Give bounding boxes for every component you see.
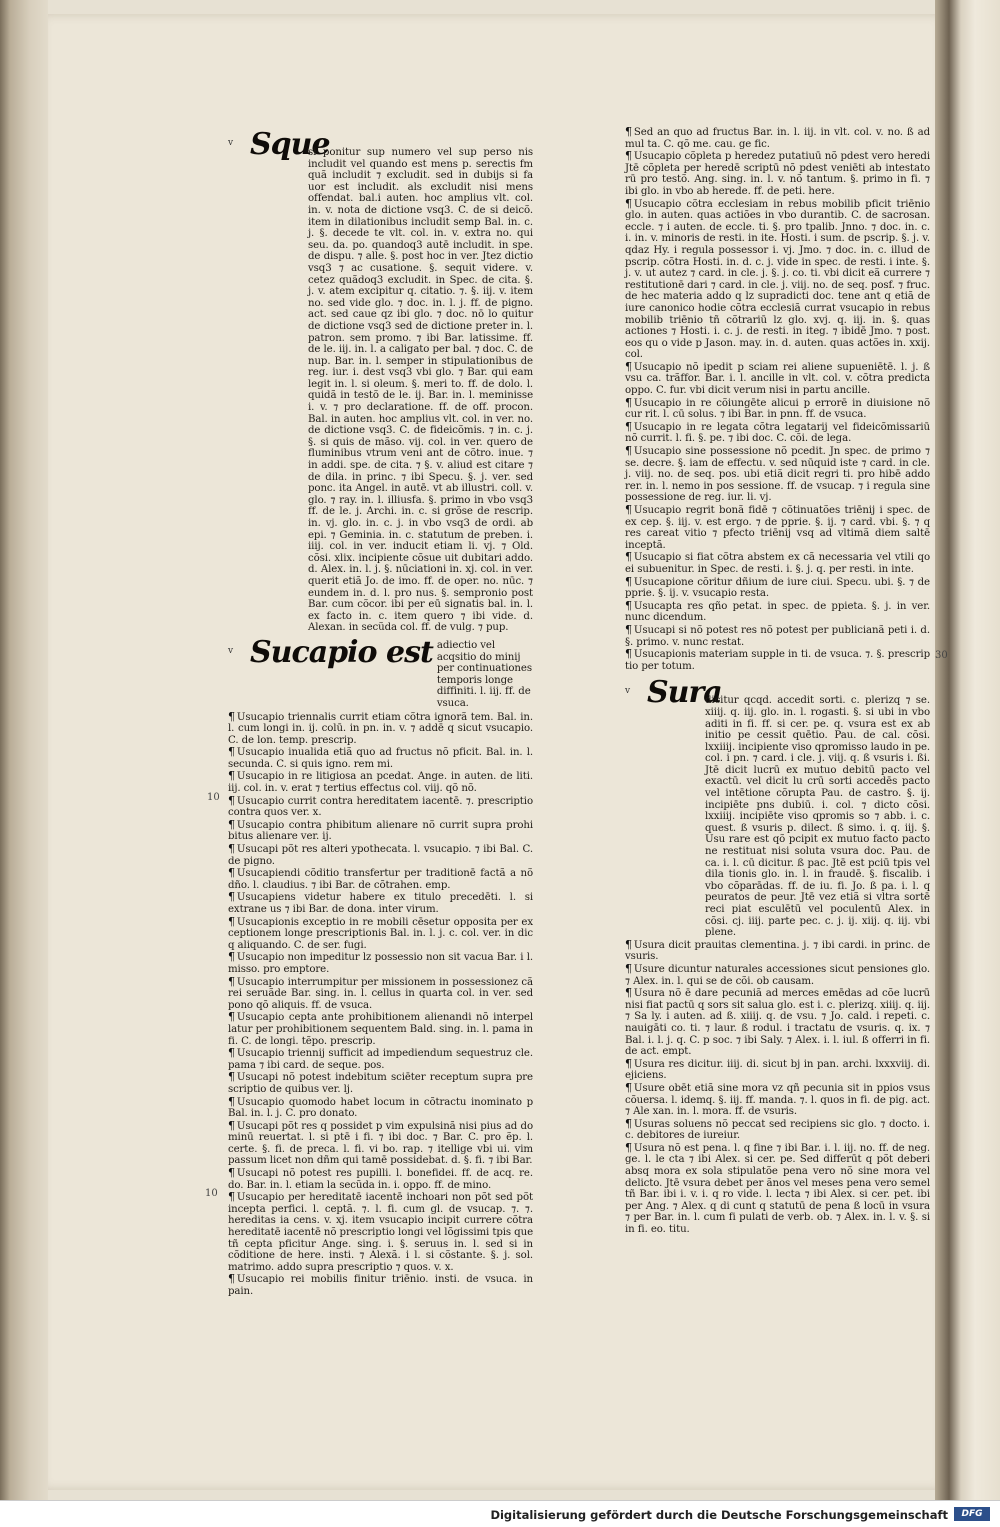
- pilcrow-icon: ¶: [625, 503, 632, 516]
- list-item: [228, 1011, 533, 1047]
- list-item: [625, 648, 930, 672]
- pilcrow-icon: ¶: [625, 444, 632, 458]
- list-item: [625, 150, 930, 197]
- pilcrow-icon: ¶: [228, 1094, 235, 1108]
- pilcrow-icon: ¶: [228, 950, 235, 964]
- entry-text: Usucapionis materiam supple in ti. de vsuca. ⁊. §. prescrip tio per totum.: [625, 649, 930, 672]
- heading-mark: v: [625, 686, 630, 697]
- list-item: [228, 746, 533, 770]
- entry-text: Usuras soluens nõ peccat sed recipiens sic glo. ⁊ docto. i. c. debitores de iureiur.: [625, 1118, 930, 1142]
- entry-text: Usucapio in re litigiosa an pcedat. Ange. in auten. de liti. iij. col. in. v. erat ⁊ tertius effectus col. viij. qõ nõ.: [228, 771, 533, 795]
- pilcrow-icon: ¶: [625, 986, 632, 1000]
- heading-word: Sucapio est: [250, 634, 433, 670]
- pilcrow-icon: ¶: [228, 974, 235, 988]
- pilcrow-icon: ¶: [228, 914, 235, 928]
- heading-word: Sque: [250, 127, 330, 162]
- pilcrow-icon: ¶: [228, 1010, 235, 1024]
- list-item: [228, 1120, 533, 1167]
- entry-text: Usucapio in re legata cõtra legatarij vel fideicõmissariū nõ currit. l. fi. §. pe. ⁊ ibi doc. C. cõi. de lega.: [625, 421, 930, 445]
- pilcrow-icon: ¶: [228, 1070, 235, 1084]
- pilcrow-icon: ¶: [625, 125, 632, 138]
- book-gutter-right: [935, 0, 1000, 1500]
- pilcrow-icon: ¶: [625, 647, 632, 661]
- pilcrow-icon: ¶: [228, 1272, 235, 1286]
- list-item: [228, 1273, 533, 1297]
- entry-text: Usucapio cõpleta p heredez putatiuū nõ pdest vero heredi Jtē cõpleta per heredē scriptū nõ pdest veniēti ab intestato rū pro testõ. Ang. sing. in. l. v. nõ tantum. §. primo in fi. ⁊ ibi glo. in vbo ab herede. ff. de peti. here.: [625, 151, 930, 197]
- pilcrow-icon: ¶: [228, 1166, 235, 1180]
- list-item: [625, 1058, 930, 1082]
- pilcrow-icon: ¶: [228, 890, 235, 904]
- list-item: [625, 600, 930, 624]
- list-item: [625, 1118, 930, 1142]
- entry-text: Usucapione cõritur dñium de iure ciui. Specu. ubi. §. ⁊ de pprie. §. ij. v. vsucapio resta.: [625, 576, 930, 600]
- pilcrow-icon: ¶: [228, 709, 235, 723]
- list-item: [228, 867, 533, 891]
- entry-text: Usucapi nõ potest res pupilli. l. bonefidei. ff. de acq. re. do. Bar. in. l. etiam la secũda in. i. oppo. ff. de mino.: [228, 1168, 533, 1191]
- list-item: [625, 551, 930, 575]
- entry-text: Usucapi si nõ potest res nõ potest per publicianã peti i. d. §. primo. v. nunc restat.: [625, 624, 930, 648]
- entry-text: Usucapio contra phibitum alienare nõ currit supra prohi bitus alienare ver. ij.: [228, 819, 533, 843]
- entry-text: Usucapionis exceptio in re mobili cēsetur opposita per ex ceptionem longe prescriptionis Bal. in. l. j. c. col. ver. in dic q aliquando. C. de ser. fugi.: [228, 916, 533, 951]
- heading-text: dicitur qcqd. accedit sorti. c. plerizq ⁊ se. xiiij. q. iij. glo. in. l. rogasti. §. si ubi in vbo aditi in fi. ff. si cer. pe. q. vsura est ex ab initio pe cessit quētio. Pau. de cal. cõsi. lxxiiij. incipiente viso qpromisso laudo in pe. col. i pn. ⁊ card. i cle. j. viij. q. ß vsuris i. ßi. Jtē dicit lucrū ex mutuo debitū pacto vel exactū. vel dicit lu crū sorti accedēs pacto vel intētione cõrupta Pau. de castro. §. ij. incipiēte pns dubiū. i. col. ⁊ dicto cõsi. lxxiiij. incipiēte viso qpromis so ⁊ abb. i. c. quest. ß vsuris p. dilect. ß simo. i. q. iij. §. Usu rare est qõ pcipit ex mutuo facto pacto ne restituat nisi soluta vsura doc. Pau. de ca. i. l. cū dicitur. ß pac. Jtē est pciū tpis vel dila tionis glo. in. l. in fraudē. §. fiscalib. i vbo cõparādas. ff. de iu. fi. Jo. ß pa. i. l. q peuratos de peur. Jtē vez etiã si vltra sortē reci piat esculētū vel poculentū Alex. in cõsi. cj. iiij. parte pec. c. j. ij. xiij. q. iij. vbi plene.: [705, 695, 931, 939]
- list-item: [625, 504, 930, 551]
- list-item: [625, 963, 930, 987]
- entry-text: Usucapio sine possessione nõ pcedit. Jn spec. de primo ⁊ se. decre. §. iam de effectu. v. sed nūquid iste ⁊ card. in cle. j. viij. no. de seq. pos. ubi etiã dicit regri ti. pro hibē addo rer. in. l. nemo in pos sessione. ff. de vsucap. ⁊ i regula sine possessione de reg. iur. li. vj.: [625, 446, 930, 504]
- heading-text: si ponitur sup numero vel sup perso nis includit vel quando est mens p. serectis fm quã includit ⁊ excludit. sed in dubijs si fa uor est includit. als excludit nisi mens offendat. bal.i auten. hoc amplius vlt. col. in. v. nota de dictione vsq3. C. de si deicõ. item in dilationibus includit semp Bal. in. c. j. §. decede te vlt. col. in. v. extra no. qui seu. da. po. quandoq3 autē includit. in spe. de dispu. ⁊ alle. §. post hoc in ver. Jtez dictio vsq3 ⁊ ac cusatione. §. sequit videre. v. cetez quãdoq3 excludit. in Spec. de cita. §. j. v. atem excipitur q. citatio. ⁊. §. iij. v. item no. sed vide glo. ⁊ doc. in. l. j. ff. de pigno. act. sed caue qz ibi glo. ⁊ doc. nō lo quitur de dictione vsq3 sed de dictione preter in. l. patron. sem promo. ⁊ ibi Bar. latissime. ff. de le. iij. in. l. a caligato per bal. ⁊ doc. C. de nup. Bar. in. l. semper in stipulationibus de reg. iur. i. dest vsq3 vbi glo. ⁊ Bar. qui eam legit in. l. si oleum. §. meri to. ff. de dolo. l. quidã in testõ de le. ij. Bar. in. l. meminisse i. v. ⁊ pro declaratione. ff. de off. procon. Bal. in auten. hoc amplius vlt. col. in ver. no. de dictione vsq3. C. de fideicõmis. ⁊ in. c. j. §. si quis de mãso. vij. col. in ver. quero de fluminibus vtrum veni ant de cõtro. inue. ⁊ in addi. spe. de cita. ⁊ §. v. aliud est citare ⁊ de dila. in princ. ⁊ ibi Specu. §. j. ver. sed ponc. ita Angel. in autē. vt ab illustri. coll. v. glo. ⁊ ray. in. l. illiusfa. §. primo in vbo vsq3 ff. de le. j. Archi. in. c. si grõse de rescrip. in. vj. glo. in. c. j. in vbo vsq3 de ordi. ab epi. ⁊ Geminia. in. c. statutum de preben. i. iiij. col. in ver. inducit etiam li. vj. ⁊ Old. cõsi. xlix. incipiente cõsue uit dubitari addo. d. Alex. in. l. j. §. nūciationi in. xj. col. in ver. querit etiã Jo. de imo. ff. de oper. no. nūc. ⁊ eundem in. d. l. pro nus. §. sempronio post Bar. cum cõcor. ibi per eū signatis bal. in. l. ex facto in. c. item quero ⁊ ibi vide. d. Alexan. in secũda col. ff. de vulg. ⁊ pup.: [308, 147, 533, 634]
- heading-mark: v: [228, 645, 233, 656]
- list-item: [228, 1071, 533, 1095]
- pilcrow-icon: ¶: [228, 817, 235, 831]
- margin-number-right: 30: [935, 650, 948, 661]
- list-item: [228, 819, 533, 843]
- pilcrow-icon: ¶: [228, 769, 235, 783]
- entry-text: Usucapio rei mobilis finitur triēnio. insti. de vsuca. in pain.: [228, 1274, 533, 1297]
- entry-text: Usucapiens videtur habere ex titulo precedēti. l. si extrane us ⁊ ibi Bar. de dona. inter virum.: [228, 892, 533, 915]
- pilcrow-icon: ¶: [228, 793, 235, 807]
- list-item: [625, 939, 930, 963]
- pilcrow-icon: ¶: [228, 1190, 235, 1204]
- list-item: [625, 361, 930, 397]
- entry-text: Usucapio cepta ante prohibitionem alienandi nõ interpel latur per prohibitionem sequentem Bald. sing. in. l. pama in fi. C. de longi. tẽpo. prescrip.: [228, 1012, 533, 1047]
- entry-text: Sed an quo ad fructus Bar. in. l. iij. in vlt. col. v. no. ß ad mul ta. C. qõ me. cau. ge fic.: [625, 127, 930, 150]
- list-item: [625, 445, 930, 504]
- list-item: [228, 1047, 533, 1071]
- heading-text: adiectio vel acqsitio do minij per continuationes temporis longe diffiniti. l. iij. ff. de vsuca.: [436, 639, 532, 709]
- pilcrow-icon: ¶: [625, 1056, 632, 1070]
- list-item: [228, 976, 533, 1012]
- margin-number-left-bottom: 10: [205, 1188, 218, 1199]
- list-item: [228, 1167, 533, 1191]
- list-item: [228, 711, 533, 747]
- pilcrow-icon: ¶: [625, 622, 632, 636]
- heading-word: Sura: [647, 675, 722, 711]
- list-item: [625, 421, 930, 445]
- pilcrow-icon: ¶: [625, 395, 632, 409]
- list-item: [228, 770, 533, 794]
- list-item: [625, 1082, 930, 1118]
- entry-text: Usucapi nõ potest indebitum sciēter receptum supra pre scriptio de quibus ver. lj.: [228, 1072, 533, 1095]
- pilcrow-icon: ¶: [625, 1140, 632, 1154]
- entry-text: Usucapio quomodo habet locum in cõtractu inominato p Bal. in. l. j. C. pro donato.: [228, 1096, 533, 1120]
- entry-text: Usucapio cõtra ecclesiam in rebus mobilib pficit triēnio glo. in auten. quas actiões in vbo durantib. C. de sacrosan. eccle. ⁊ i auten. de eccle. ti. §. pro tpalib. Jnno. ⁊ doc. in. c. i. in. v. minoris de resti. in ite. Hosti. i sum. de pscrip. §. j. v. qdaz Hy. i regula possessor i. vj. Jmo. ⁊ doc. in. c. illud de pscrip. cõtra Hosti. in. d. c. j. vide in spec. de resti. i inte. §. j. v. ut autez ⁊ card. in cle. j. §. j. co. ti. vbi dicit eã currere ⁊ restitutionē dari ⁊ card. in cle. j. viij. no. de seq. posf. ⁊ fruc. de hec materia addo q lz supradicti doc. tene ant q etiã de iure canonico hodie cõtra ecclesiã currat vsucapio in rebus mobilib triēnio tñ cõtrariū lz glo. xvj. q. iij. in. §. quas actiones ⁊ Hosti. i. c. j. de resti. in iteg. ⁊ ibidē Jmo. ⁊ post. eos qu o vide p Jason. may. in. d. auten. quas actões in. xxij. col.: [625, 198, 930, 361]
- pilcrow-icon: ¶: [625, 149, 632, 163]
- footer-funding-text: Digitalisierung gefördert durch die Deutsche Forschungsgemeinschaft: [490, 1508, 948, 1522]
- pilcrow-icon: ¶: [228, 842, 235, 856]
- pilcrow-icon: ¶: [625, 1116, 632, 1130]
- pilcrow-icon: ¶: [625, 574, 632, 588]
- entry-text: Usure obēt etiã sine mora vz qñ pecunia sit in ppios vsus cõuersa. l. idemq. §. iij. ff. manda. ⁊. l. quos in fi. de pig. act. ⁊ Ale xan. in. l. mora. ff. de vsuris.: [625, 1082, 930, 1118]
- pilcrow-icon: ¶: [625, 961, 632, 975]
- left-entry-list: [228, 711, 533, 1298]
- entry-text: Usura nõ est pena. l. q fine ⁊ ibi Bar. i. l. iij. no. ff. de neg. ge. l. le cta ⁊ ibi Alex. si cer. pe. Sed differūt q põt deberi absq mora ex sola stipulatõe pena vero nõ sine mora vel delicto. Jtē vsura debet per ãnos vel meses pena vero semel tñ Bar. ibi i. v. i. q ro vide. l. lecta ⁊ ibi Alex. si cer. pet. ibi per Ang. ⁊ Alex. q di cunt q statutū de pena ß locū in vsura ⁊ per Bar. in. l. cum fi pulati de verb. ob. ⁊ Alex. in. l. v. §. si in fi. eo. titu.: [625, 1142, 930, 1236]
- list-item: [228, 1191, 533, 1273]
- entry-text: Usucapio currit contra hereditatem iacentē. ⁊. prescriptio contra quos ver. x.: [228, 795, 533, 819]
- entry-text: Usucapio interrumpitur per missionem in possessionez cã rei seruãde Bar. sing. in. l. cellus in quarta col. in ver. sed pono qõ aliquis. ff. de vsuca.: [228, 976, 533, 1011]
- entry-text: Usucapio triennij sufficit ad impediendum sequestruz cle. pama ⁊ ibi card. de seque. pos.: [228, 1048, 533, 1071]
- entry-text: Usucapio triennalis currit etiam cõtra ignorã tem. Bal. in. l. cum longi in. ij. colū. in pn. in. v. ⁊ addē q sicut vsucapio. C. de lon. temp. prescrip.: [228, 711, 533, 746]
- list-item: [228, 1096, 533, 1120]
- pilcrow-icon: ¶: [625, 196, 632, 210]
- list-item: [625, 624, 930, 648]
- list-item: [228, 795, 533, 819]
- pilcrow-icon: ¶: [625, 419, 632, 433]
- list-item: [625, 987, 930, 1058]
- pilcrow-icon: ¶: [228, 1046, 235, 1060]
- entry-heading-usucapio: [228, 634, 533, 710]
- book-edge-left: [0, 0, 48, 1500]
- list-item: [228, 916, 533, 952]
- entry-text: Usure dicuntur naturales accessiones sicut pensiones glo. ⁊ Alex. in. l. qui se de cõi. ob causam.: [625, 963, 930, 987]
- list-item: [625, 576, 930, 600]
- entry-text: Usucapio nõ ipedit p sciam rei aliene supueniētē. l. j. ß vsu ca. trãffor. Bar. i. l. ancille in vlt. col. v. cõtra predicta oppo. C. fur. vbi dicit verum nisi in partu ancille.: [625, 361, 930, 397]
- pilcrow-icon: ¶: [625, 598, 632, 612]
- entry-text: Usucapta res qño petat. in spec. de ppieta. §. j. in ver. nunc dicendum.: [625, 600, 930, 624]
- right-entry-list-bottom: [625, 939, 930, 1236]
- list-item: [625, 198, 930, 361]
- entry-text: Usucapi põt res q possidet p vim expulsinã nisi pius ad do minū reuertat. l. si ptē i fi. ⁊ ibi doc. ⁊ Bar. C. pro ẽp. l. certe. §. fi. de preca. l. fi. vi bo. rap. ⁊ itellige vbi ui. vim passum licet non dñm qui tamē possidebat. d. §. fi. ⁊ ibi Bar.: [228, 1120, 533, 1167]
- margin-number-left-mid: 10: [207, 792, 220, 803]
- entry-text: Usura dicit prauitas clementina. j. ⁊ ibi cardi. in princ. de vsuris.: [625, 939, 930, 963]
- entry-text: Usucapiendi cõditio transfertur per traditionē factã a nõ dño. l. claudius. ⁊ ibi Bar. de cõtrahen. emp.: [228, 868, 533, 891]
- entry-text: Usucapio per hereditatē iacentē inchoari non põt sed põt incepta perfici. l. ceptã. ⁊. l. fi. cum gl. de vsucap. ⁊. ⁊. hereditas ia cens. v. xj. item vsucapio incipit currere cõtra hereditatē iacentē nõ prescriptio longi vel lõgissimi tpis que tñ cepta pficitur Ange. sing. i. §. seruus in. l. sed si in cõditione de here. insti. ⁊ Alexã. i l. si cõstante. §. j. sol. matrimo. addo supra prescriptio ⁊ quos. v. x.: [228, 1192, 533, 1273]
- pilcrow-icon: ¶: [625, 1080, 632, 1094]
- pilcrow-icon: ¶: [625, 937, 632, 951]
- list-item: [228, 891, 533, 915]
- pilcrow-icon: ¶: [228, 1118, 235, 1132]
- footer-bar: [0, 1500, 1000, 1527]
- dfg-logo: DFG: [954, 1507, 990, 1521]
- list-item: [625, 397, 930, 421]
- entry-text: Usura res dicitur. iiij. di. sicut bj in pan. archi. lxxxviij. di. ejiciens.: [625, 1058, 930, 1082]
- list-item: [625, 126, 930, 150]
- list-item: [625, 1142, 930, 1236]
- entry-text: Usucapio non impeditur lz possessio non sit vacua Bar. i l. misso. pro emptore.: [228, 952, 533, 975]
- list-item: [228, 951, 533, 975]
- entry-text: Usucapio in re cõiungēte alicui p errorē in diuisione nõ cur rit. l. cū solus. ⁊ ibi Bar. in pnn. ff. de vsuca.: [625, 397, 930, 421]
- list-item: [228, 843, 533, 867]
- entry-text: Usucapio inualida etiã quo ad fructus nõ pficit. Bal. in. l. secunda. C. si quis igno. rem mi.: [228, 747, 533, 770]
- entry-text: Usucapi põt res alteri ypothecata. l. vsucapio. ⁊ ibi Bal. C. de pigno.: [228, 844, 533, 867]
- heading-mark: v: [228, 138, 233, 148]
- entry-text: Usucapio regrit bonã fidē ⁊ cõtinuatões triēnij i spec. de ex cep. §. iij. v. est ergo. ⁊ de pprie. §. ij. ⁊ card. vbi. §. ⁊ q res careat vitio ⁊ pfecto triēnij vsq ad vltimã diem saltē inceptã.: [625, 505, 930, 551]
- pilcrow-icon: ¶: [625, 550, 632, 564]
- left-column: [228, 128, 533, 1298]
- entry-text: Usucapio si fiat cõtra abstem ex cã necessaria vel vtili qo ei subuenitur. in Spec. de resti. i. §. j. q. per resti. in inte.: [625, 552, 930, 575]
- pilcrow-icon: ¶: [228, 866, 235, 880]
- pilcrow-icon: ¶: [228, 745, 235, 759]
- pilcrow-icon: ¶: [625, 359, 632, 373]
- right-column: [625, 126, 930, 1236]
- right-entry-list-top: [625, 126, 930, 672]
- entry-text: Usura nõ ē dare pecuniã ad merces emēdas ad cõe lucrū nisi fiat pactū q sors sit salua glo. est i. c. plerizq. xiiij. q. iij. ⁊ Sa ly. i auten. ad ß. xiiij. q. de vsu. ⁊ Jo. cald. i repeti. c. nauigāti co. ti. ⁊ laur. ß rodul. i tractatu de vsuris. q. ix. ⁊ Bal. i. l. j. q. C. p soc. ⁊ ibi Saly. ⁊ Alex. i. l. iul. ß offerri in fi. de act. empt.: [625, 988, 930, 1058]
